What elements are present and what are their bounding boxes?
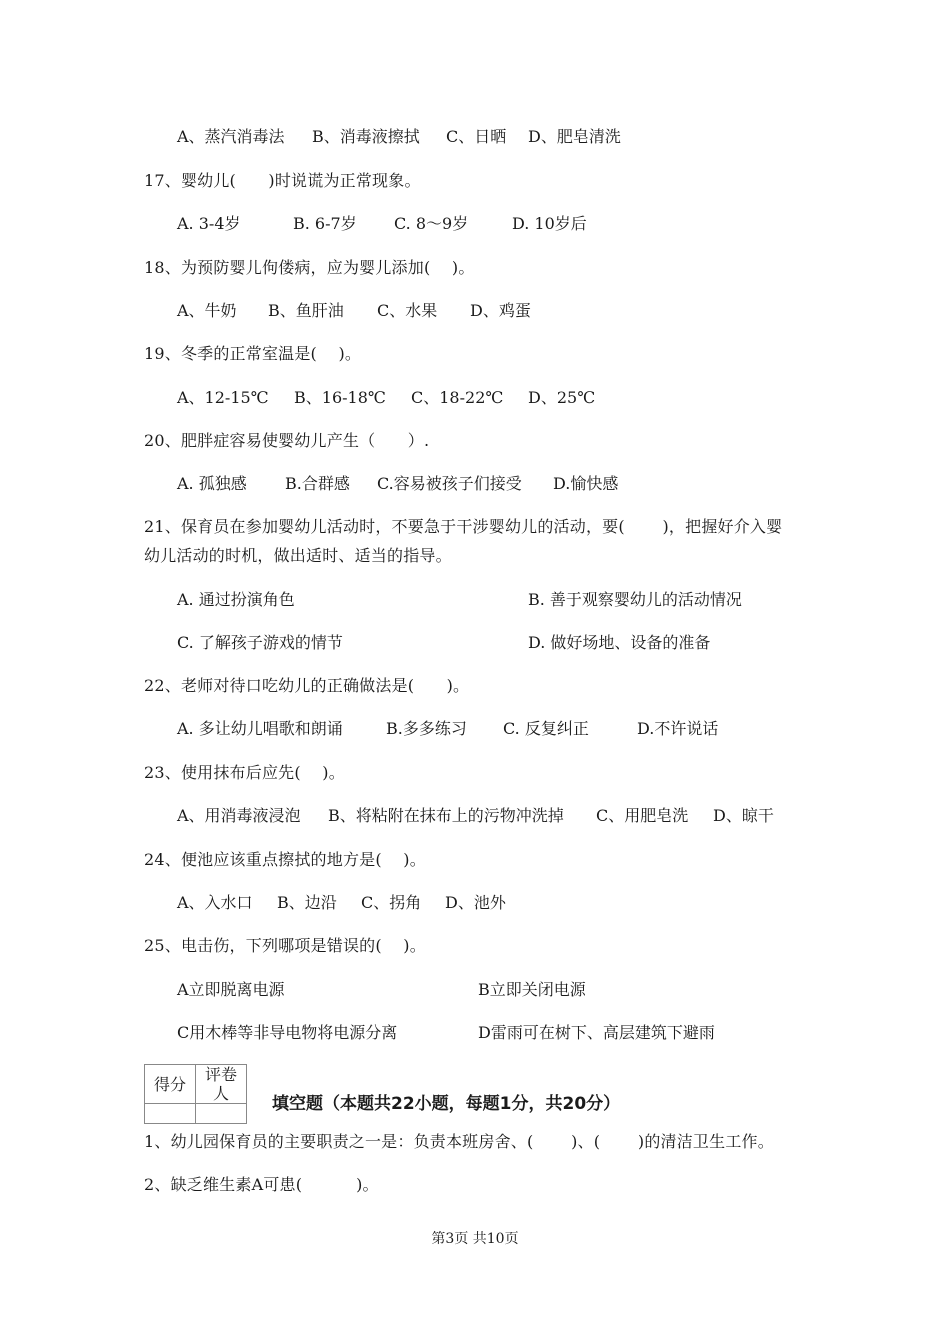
section-title: 填空题（本题共22小题，每题1分，共20分） — [272, 1094, 621, 1114]
q18-option-a: A、牛奶 — [177, 301, 237, 320]
q23-option-c: C、用肥皂洗 — [596, 806, 689, 825]
q23-option-a: A、用消毒液浸泡 — [177, 806, 301, 825]
q20-option-c: C.容易被孩子们接受 — [377, 474, 522, 493]
q20-option-b: B.合群感 — [285, 474, 350, 493]
q21-stem-line2: 幼儿活动的时机，做出适时、适当的指导。 — [144, 546, 452, 565]
q22-stem: 22、老师对待口吃幼儿的正确做法是( )。 — [144, 676, 470, 695]
q19-option-d: D、25℃ — [528, 388, 596, 407]
q23-stem: 23、使用抹布后应先( )。 — [144, 763, 345, 782]
q20-option-d: D.愉快感 — [553, 474, 619, 493]
q17-option-b: B. 6-7岁 — [293, 214, 357, 233]
q24-option-b: B、边沿 — [277, 893, 337, 912]
q21-option-a: A. 通过扮演角色 — [177, 590, 295, 609]
q25-option-a: A立即脱离电源 — [177, 980, 285, 999]
q17-option-d: D. 10岁后 — [512, 214, 587, 233]
q19-stem: 19、冬季的正常室温是( )。 — [144, 344, 362, 363]
grader-cell — [196, 1104, 247, 1124]
q16-option-d: D、肥皂清洗 — [528, 127, 621, 146]
q17-stem: 17、婴幼儿( )时说谎为正常现象。 — [144, 171, 421, 190]
q21-option-c: C. 了解孩子游戏的情节 — [177, 633, 343, 652]
grader-label: 评卷人 — [196, 1065, 247, 1104]
q22-option-c: C. 反复纠正 — [503, 719, 589, 738]
q21-option-b: B. 善于观察婴幼儿的活动情况 — [528, 590, 742, 609]
q18-option-d: D、鸡蛋 — [470, 301, 531, 320]
q23-option-d: D、晾干 — [713, 806, 774, 825]
q25-option-b: B立即关闭电源 — [478, 980, 586, 999]
q22-option-a: A. 多让幼儿唱歌和朗诵 — [177, 719, 343, 738]
q16-option-a: A、蒸汽消毒法 — [177, 127, 285, 146]
q20-option-a: A. 孤独感 — [177, 474, 247, 493]
score-box — [144, 1064, 247, 1124]
q21-option-d: D. 做好场地、设备的准备 — [528, 633, 711, 652]
fill2-stem: 2、缺乏维生素A可患( )。 — [144, 1175, 379, 1194]
q21-stem-line1: 21、保育员在参加婴幼儿活动时，不要急于干涉婴幼儿的活动，要( )，把握好介入婴 — [144, 517, 783, 536]
q24-option-a: A、入水口 — [177, 893, 253, 912]
q25-option-d: D雷雨可在树下、高层建筑下避雨 — [478, 1023, 715, 1042]
q23-option-b: B、将粘附在抹布上的污物冲洗掉 — [328, 806, 564, 825]
q18-option-c: C、水果 — [377, 301, 438, 320]
q16-option-b: B、消毒液擦拭 — [312, 127, 420, 146]
q22-option-b: B.多多练习 — [386, 719, 467, 738]
q18-option-b: B、鱼肝油 — [268, 301, 344, 320]
q18-stem: 18、为预防婴儿佝偻病，应为婴儿添加( )。 — [144, 258, 475, 277]
fill1-stem: 1、幼儿园保育员的主要职责之一是：负责本班房舍、( )、( )的清洁卫生工作。 — [144, 1132, 774, 1151]
q25-option-c: C用木棒等非导电物将电源分离 — [177, 1023, 398, 1042]
q19-option-a: A、12-15℃ — [177, 388, 269, 407]
q24-stem: 24、便池应该重点擦拭的地方是( )。 — [144, 850, 426, 869]
q25-stem: 25、电击伤，下列哪项是错误的( )。 — [144, 936, 426, 955]
score-label: 得分 — [145, 1065, 196, 1104]
q20-stem: 20、肥胖症容易使婴幼儿产生（ ）. — [144, 431, 430, 450]
q19-option-c: C、18-22℃ — [411, 388, 504, 407]
q24-option-d: D、池外 — [445, 893, 506, 912]
q22-option-d: D.不许说话 — [637, 719, 719, 738]
q17-option-a: A. 3-4岁 — [177, 214, 241, 233]
score-cell — [145, 1104, 196, 1124]
q24-option-c: C、拐角 — [361, 893, 422, 912]
q17-option-c: C. 8～9岁 — [394, 214, 469, 233]
page-footer: 第3页 共10页 — [431, 1231, 519, 1247]
q16-option-c: C、日晒 — [446, 127, 507, 146]
q19-option-b: B、16-18℃ — [294, 388, 386, 407]
